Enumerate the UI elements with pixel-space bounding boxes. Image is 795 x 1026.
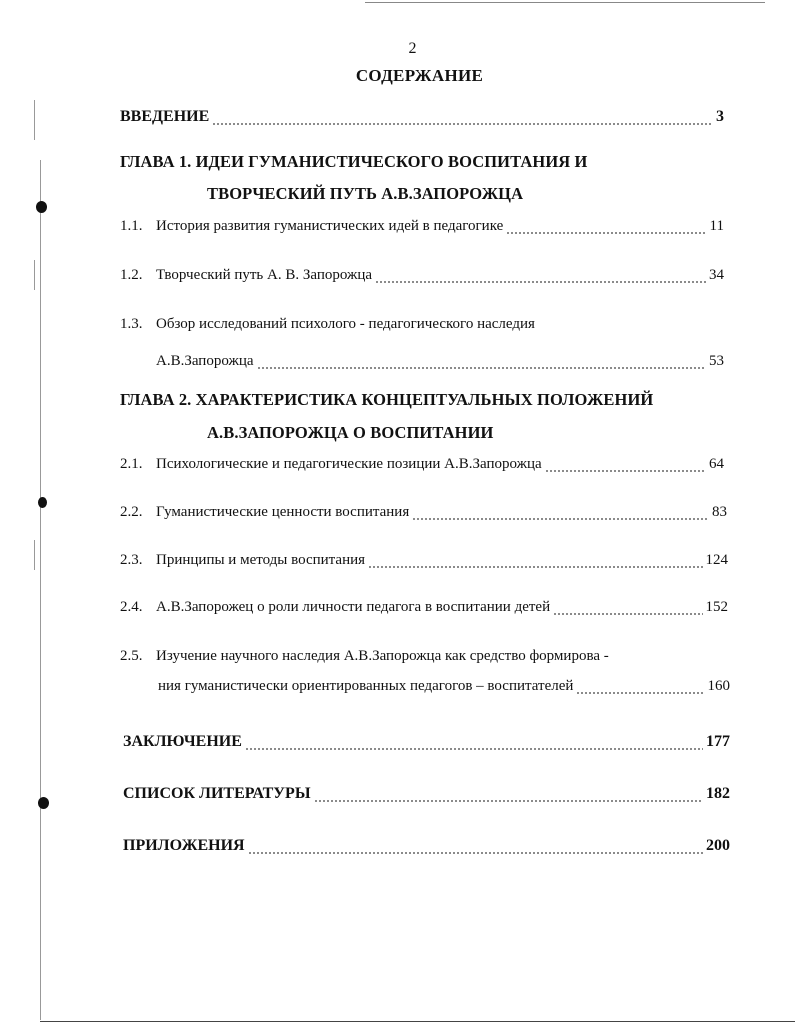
scan-bottom-edge	[40, 1021, 795, 1022]
toc-entry-number: 2.2.	[120, 504, 143, 520]
toc-page-number: 83	[712, 504, 727, 520]
chapter-1-heading-cont: ТВОРЧЕСКИЙ ПУТЬ А.В.ЗАПОРОЖЦА	[207, 184, 524, 203]
toc-entry-2-5-cont[interactable]	[158, 678, 730, 695]
punch-hole-mark	[36, 201, 47, 213]
scan-top-edge	[365, 2, 765, 3]
chapter-2-heading-cont: А.В.ЗАПОРОЖЦА О ВОСПИТАНИИ	[207, 423, 494, 442]
toc-page-number: 11	[709, 218, 724, 234]
toc-entry-number: 2.3.	[120, 552, 143, 568]
toc-entry-label: Обзор исследований психолого - педагогического наследия	[156, 316, 535, 332]
dot-leader	[368, 556, 702, 570]
toc-entry-label: ВВЕДЕНИЕ	[120, 108, 210, 125]
toc-entry-number: 2.1.	[120, 456, 143, 472]
dot-leader	[506, 222, 706, 236]
toc-entry-label: Психологические и педагогические позиции А.В.Запорожца	[156, 456, 542, 472]
scan-margin-mark	[34, 100, 35, 140]
toc-page-number: 124	[705, 552, 728, 568]
toc-entry-1-3-cont[interactable]	[156, 353, 724, 370]
dot-leader	[248, 841, 703, 855]
toc-entry-number: 1.3.	[120, 316, 143, 332]
toc-entry-references[interactable]	[123, 785, 730, 803]
toc-entry-2-2[interactable]	[120, 504, 727, 521]
toc-entry-number: 1.2.	[120, 267, 143, 283]
dot-leader	[257, 357, 706, 371]
toc-entry-label: Гуманистические ценности воспитания	[156, 504, 410, 520]
toc-page-number: 53	[709, 353, 724, 369]
toc-entry-label: А.В.Запорожец о роли личности педагога в воспитании детей	[156, 599, 551, 615]
toc-entry-number: 2.4.	[120, 599, 143, 615]
toc-entry-1-3[interactable]	[120, 316, 535, 333]
toc-entry-label: ПРИЛОЖЕНИЯ	[123, 837, 245, 854]
toc-entry-label: ния гуманистически ориентированных педагогов – воспитателей	[158, 678, 574, 694]
toc-entry-2-4[interactable]	[120, 599, 728, 616]
toc-entry-number: 1.1.	[120, 218, 143, 234]
toc-page-number: 3	[716, 108, 724, 125]
toc-entry-2-1[interactable]	[120, 456, 724, 473]
punch-hole-mark	[38, 797, 49, 809]
toc-entry-label: История развития гуманистических идей в педагогике	[156, 218, 504, 234]
dot-leader	[314, 789, 703, 803]
toc-entry-label: Принципы и методы воспитания	[156, 552, 366, 568]
toc-entry-number: 2.5.	[120, 648, 143, 664]
toc-entry-1-1[interactable]	[120, 218, 724, 235]
toc-entry-2-3[interactable]	[120, 552, 728, 569]
dot-leader	[412, 508, 709, 522]
toc-entry-2-5[interactable]	[120, 648, 609, 665]
toc-entry-intro[interactable]	[120, 108, 724, 126]
scan-margin-mark	[34, 540, 35, 570]
chapter-2-heading: ГЛАВА 2. ХАРАКТЕРИСТИКА КОНЦЕПТУАЛЬНЫХ ПОЛОЖЕНИЙ	[120, 390, 654, 409]
toc-page-number: 160	[707, 678, 730, 694]
toc-entry-label: ЗАКЛЮЧЕНИЕ	[123, 733, 242, 750]
toc-page-number: 182	[706, 785, 730, 802]
toc-entry-label: Творческий путь А. В. Запорожца	[156, 267, 373, 283]
punch-hole-mark	[38, 497, 47, 508]
toc-page-number: 152	[705, 599, 728, 615]
dot-leader	[553, 603, 702, 617]
toc-page-number: 177	[706, 733, 730, 750]
toc-page-number: 200	[706, 837, 730, 854]
chapter-1-heading: ГЛАВА 1. ИДЕИ ГУМАНИСТИЧЕСКОГО ВОСПИТАНИЯ И	[120, 152, 588, 171]
page-number: 2	[408, 40, 417, 57]
toc-entry-conclusion[interactable]	[123, 733, 730, 751]
toc-page-number: 64	[709, 456, 724, 472]
toc-entry-label: Изучение научного наследия А.В.Запорожца как средство формирова -	[156, 648, 609, 664]
dot-leader	[245, 737, 703, 751]
dot-leader	[576, 682, 704, 696]
toc-entry-1-2[interactable]	[120, 267, 724, 284]
toc-entry-appendices[interactable]	[123, 837, 730, 855]
toc-entry-label: СПИСОК ЛИТЕРАТУРЫ	[123, 785, 311, 802]
scan-margin-mark	[34, 260, 35, 290]
toc-entry-label: А.В.Запорожца	[156, 353, 254, 369]
dot-leader	[545, 460, 706, 474]
toc-page-number: 34	[709, 267, 724, 283]
scan-left-margin-line	[40, 160, 41, 1020]
page-title: СОДЕРЖАНИЕ	[355, 66, 484, 85]
dot-leader	[212, 112, 713, 126]
dot-leader	[375, 271, 706, 285]
